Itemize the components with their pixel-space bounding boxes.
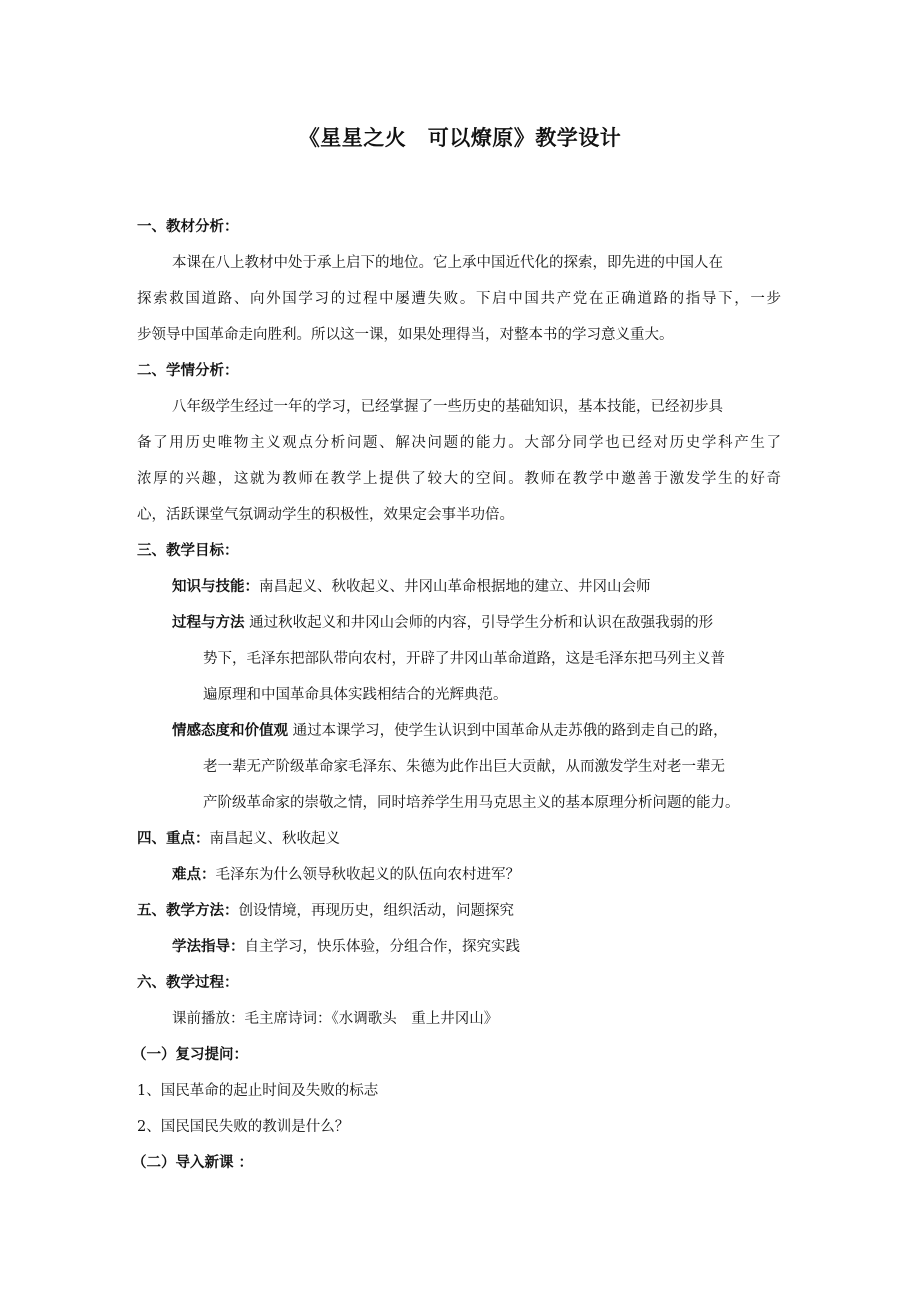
review-question-2: 2、国民国民失败的教训是什么？ [137,1119,350,1135]
key-points [137,829,340,849]
learning-guidance-text: 自主学习，快乐体验，分组合作，探究实践 [244,939,520,955]
goal-process-text: 通过秋收起义和井冈山会师的内容，引导学生分析和认识在敌强我弱的形 [249,615,714,631]
paragraph-line: 浓厚的兴趣，这就为教师在教学上提供了较大的空间。教师在教学中邀善于激发学生的好奇 [137,471,781,487]
section-heading-teaching-goals: 三、教学目标： [137,543,239,559]
document-title: 《星星之火 可以燎原》教学设计 [298,126,622,150]
teaching-methods [137,901,514,921]
goal-process [172,613,713,633]
paragraph-line: 步领导中国革命走向胜利。所以这一课，如果处理得当，对整本书的学习意义重大。 [137,327,674,343]
goal-knowledge-text: 南昌起义、秋收起义、井冈山革命根据地的建立、井冈山会师 [259,579,651,595]
section-heading-student-analysis: 二、学情分析： [137,363,239,379]
paragraph-line: 遍原理和中国革命具体实践相结合的光辉典范。 [203,687,508,703]
goal-emotion [172,721,728,741]
goal-knowledge [172,577,651,597]
section-heading-textbook-analysis: 一、教材分析： [137,219,239,235]
paragraph-line: 备了用历史唯物主义观点分析问题、解决问题的能力。大部分同学也已经对历史学科产生了 [137,435,781,451]
goal-process-label: 过程与方法 [172,615,245,631]
paragraph-line: 势下，毛泽东把部队带向农村，开辟了井冈山革命道路，这是毛泽东把马列主义普 [203,651,725,667]
teaching-methods-text: 创设情境，再现历史，组织活动，问题探究 [238,903,514,919]
goal-emotion-label: 情感态度和价值观 [172,723,288,739]
paragraph-line: 探索救国道路、向外国学习的过程中屡遭失败。下启中国共产党在正确道路的指导下，一步 [137,291,781,307]
goal-knowledge-label: 知识与技能： [172,579,259,595]
learning-guidance-label: 学法指导： [172,939,245,955]
paragraph-line: 老一辈无产阶级革命家毛泽东、朱德为此作出巨大贡献，从而激发学生对老一辈无 [203,759,725,775]
subheading-introduction: （二）导入新课 ： [132,1155,254,1171]
paragraph-line: 产阶级革命家的崇敬之情，同时培养学生用马克思主义的基本原理分析问题的能力。 [203,795,740,811]
paragraph-line: 本课在八上教材中处于承上启下的地位。它上承中国近代化的探索，即先进的中国人在 [172,255,723,271]
key-points-text: 南昌起义、秋收起义 [209,831,340,847]
goal-emotion-text: 通过本课学习，使学生认识到中国革命从走苏俄的路到走自己的路， [292,723,728,739]
paragraph-line: 八年级学生经过一年的学习，已经掌握了一些历史的基础知识，基本技能，已经初步具 [172,399,723,415]
pre-class-text: 课前播放：毛主席诗词：《水调歌头 重上井冈山》 [172,1011,499,1027]
section-heading-key-points: 四、重点： [137,831,210,847]
difficult-points-text: 毛泽东为什么领导秋收起义的队伍向农村进军？ [215,867,520,883]
difficult-points [172,865,520,885]
difficult-points-label: 难点： [172,867,216,883]
section-heading-teaching-methods: 五、教学方法： [137,903,239,919]
paragraph-line: 心，活跃课堂气氛调动学生的积极性，效果定会事半功倍。 [137,507,514,523]
section-heading-teaching-process: 六、教学过程： [137,975,239,991]
review-question-1: 1、国民革命的起止时间及失败的标志 [137,1083,379,1099]
learning-guidance [172,937,520,957]
subheading-review: （一）复习提问： [132,1047,248,1063]
